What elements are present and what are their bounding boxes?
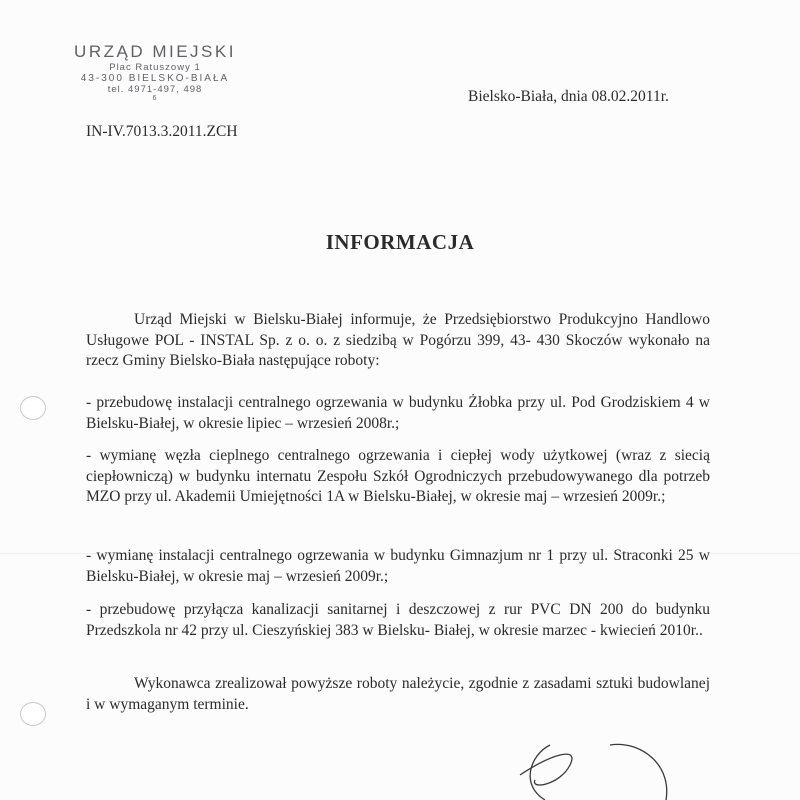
closing-text: Wykonawca zrealizował powyższe roboty należycie, zgodnie z zasadami sztuki budowlanej i w wymaganym terminie.: [86, 675, 710, 713]
office-stamp: [40, 42, 270, 103]
signature: [490, 715, 680, 800]
document-title: INFORMACJA: [325, 230, 475, 254]
closing-paragraph: [86, 674, 710, 715]
list-item: - wymianę instalacji centralnego ogrzewania w budynku Gimnazjum nr 1 przy ul. Straconki 25 w Bielsku-Białej, w okresie maj – wrzesień 2009r.;: [86, 547, 710, 585]
stamp-title: URZĄD MIEJSKI: [74, 42, 236, 61]
reference-number: IN-IV.7013.3.2011.ZCH: [86, 123, 238, 140]
intro-paragraph: [86, 310, 710, 372]
stamp-mark: 6: [152, 95, 158, 102]
list-item: - przebudowę instalacji centralnego ogrzewania w budynku Żłobka przy ul. Pod Grodziskiem 4 w Bielsku-Białej, w okresie lipiec – wrzesień 2008r.;: [86, 394, 710, 432]
signature-stroke: [520, 754, 572, 785]
stamp-phone: tel. 4971-497, 498: [107, 84, 203, 95]
document-date: Bielsko-Biała, dnia 08.02.2011r.: [468, 88, 669, 105]
stamp-city: 43-300 BIELSKO-BIAŁA: [80, 73, 230, 84]
stamp-street: Plac Ratuszowy 1: [109, 62, 201, 73]
punch-hole: [20, 396, 46, 420]
list-item: - przebudowę przyłącza kanalizacji sanitarnej i deszczowej z rur PVC DN 200 do budynku Przedszkola nr 42 przy ul. Cieszyńskiej 383 w Bielsku- Białej, w okresie marzec - kwiecień 2010r..: [86, 601, 710, 639]
list-item: - wymianę węzła cieplnego centralnego ogrzewania i ciepłej wody użytkowej (wraz z siecią ciepłowniczą) w budynku internatu Zespołu Szkół Ogrodniczych przebudowywanego dla potrzeb MZO przy ul. Akademii Umiejętności 1A w Bielsku-Białej, w okresie maj – wrzesień 2009r.;: [86, 447, 710, 505]
signature-arc: [610, 744, 667, 800]
punch-hole: [20, 702, 46, 726]
signature-loop: [530, 745, 550, 800]
intro-text: Urząd Miejski w Bielsku-Białej informuje, że Przedsiębiorstwo Produkcyjno Handlowo Usługowe POL - INSTAL Sp. z o. o. z siedzibą w Pogórzu 399, 43- 430 Skoczów wykonało na rzecz Gminy Bielsko-Biała następujące roboty:: [86, 311, 710, 369]
